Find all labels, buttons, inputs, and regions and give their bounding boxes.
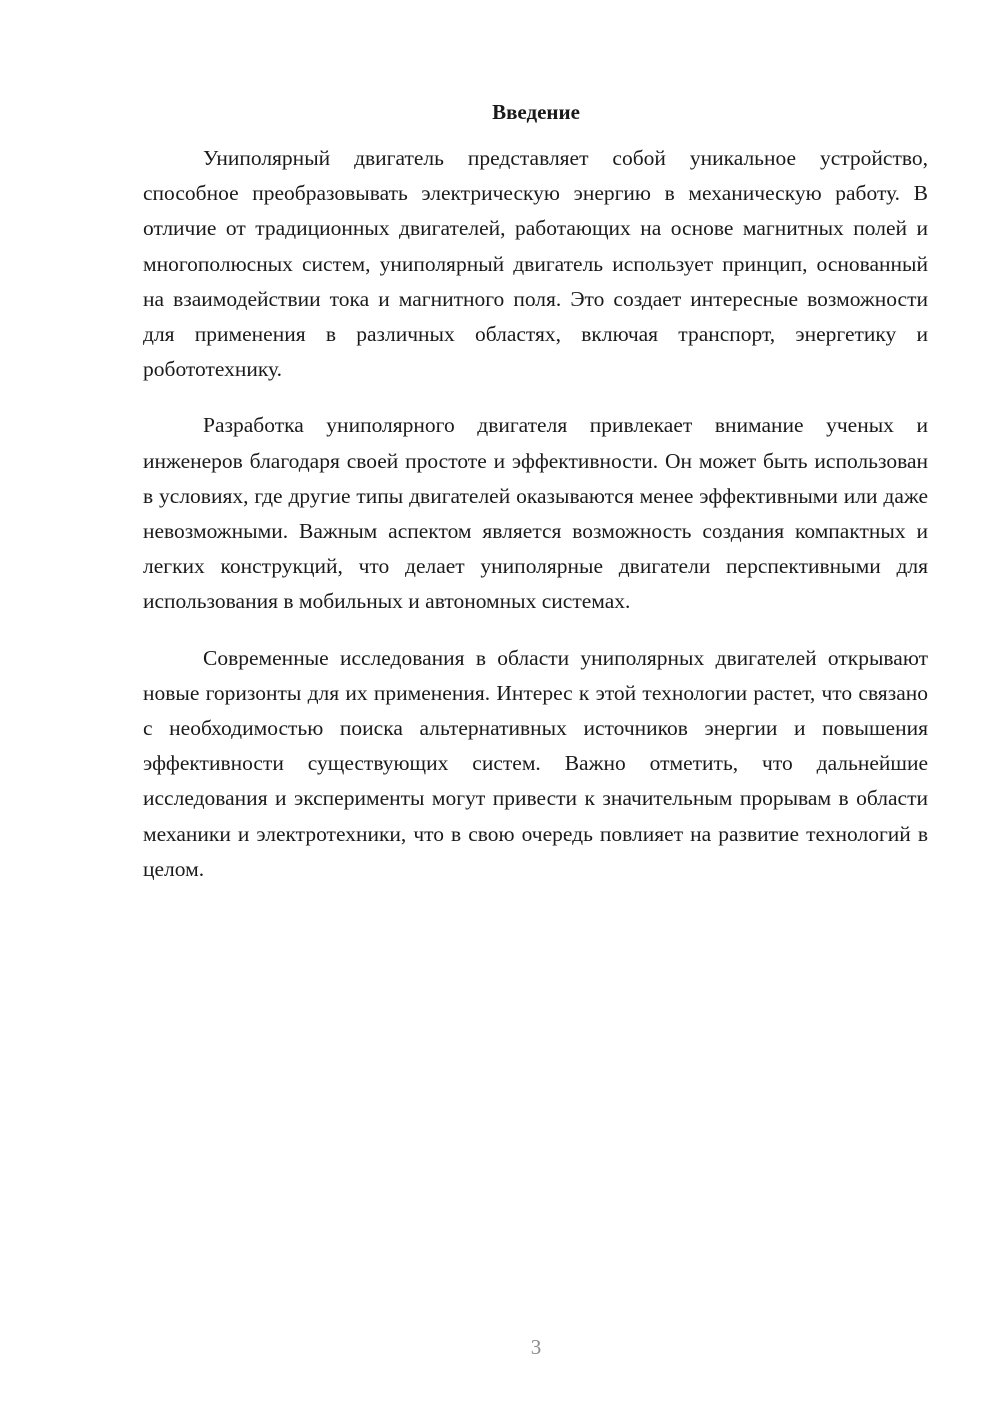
page-number: 3 [530, 1335, 542, 1359]
paragraph-2: Разработка униполярного двигателя привлекает внимание ученых и инженеров благодаря своей простоте и эффективности. Он может быть использован в условиях, где другие типы двигателей оказываются менее эффективными или даже невозможными. Важным аспектом является возможность создания компактных и легких конструкций, что делает униполярные двигатели перспективными для использования в мобильных и автономных системах. [143, 413, 928, 614]
body-text [143, 141, 928, 908]
section-title: Введение [492, 100, 580, 124]
paragraph-1: Униполярный двигатель представляет собой уникальное устройство, способное преобразовывать электрическую энергию в механическую работу. В отличие от традиционных двигателей, работающих на основе магнитных полей и многополюсных систем, униполярный двигатель использует принцип, основанный на взаимодействии тока и магнитного поля. Это создает интересные возможности для применения в различных областях, включая транспорт, энергетику и робототехнику. [143, 146, 928, 382]
paragraph-3: Современные исследования в области униполярных двигателей открывают новые горизонты для их применения. Интерес к этой технологии растет, что связано с необходимостью поиска альтернативных источников энергии и повышения эффективности существующих систем. Важно отметить, что дальнейшие исследования и эксперименты могут привести к значительным прорывам в области механики и электротехники, что в свою очередь повлияет на развитие технологий в целом. [143, 645, 928, 881]
